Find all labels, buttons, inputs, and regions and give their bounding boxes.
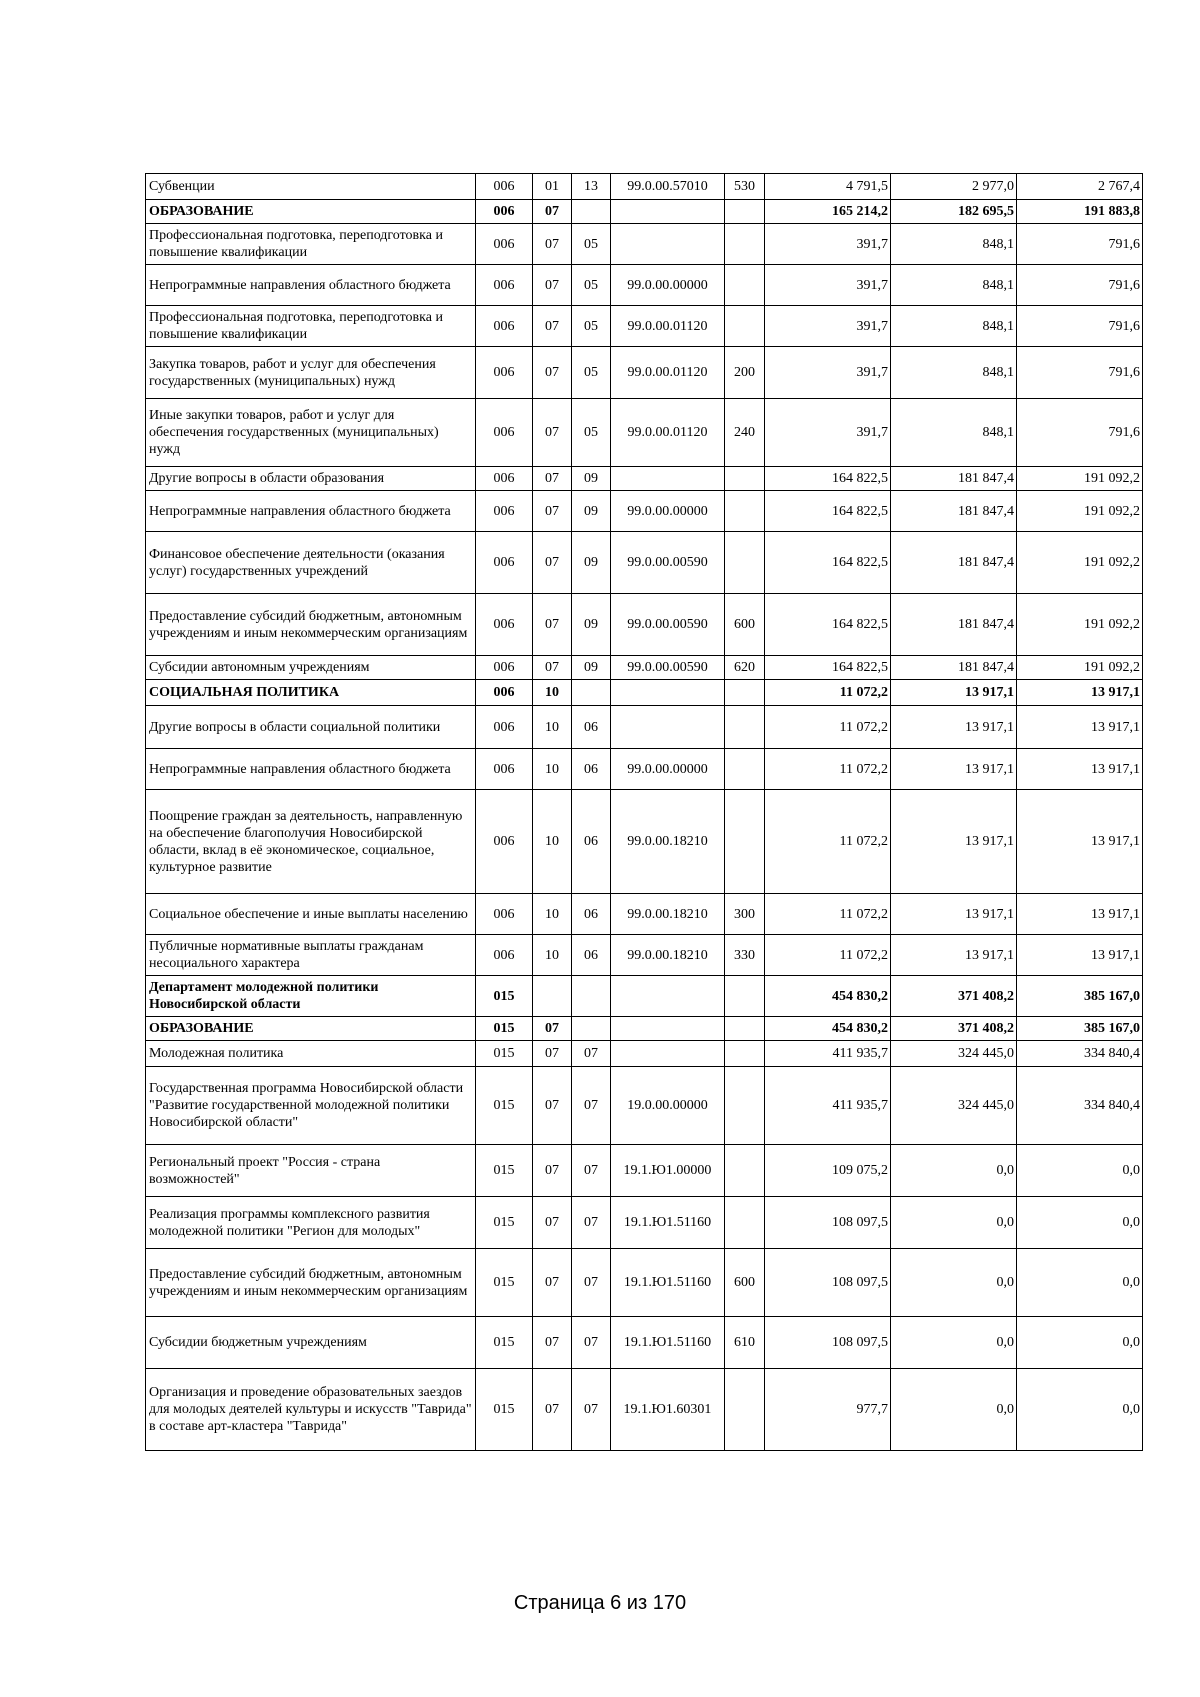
cell-amount-year-1: 454 830,2 [765, 976, 891, 1017]
table-row [146, 706, 1143, 749]
cell-amount-year-2: 181 847,4 [891, 491, 1017, 532]
cell-amount-year-1: 391,7 [765, 347, 891, 399]
cell-section-code: 07 [533, 306, 572, 347]
cell-amount-year-3: 385 167,0 [1017, 1017, 1143, 1041]
cell-section-code: 10 [533, 680, 572, 706]
cell-section-code: 07 [533, 1017, 572, 1041]
cell-target-item-code [611, 680, 725, 706]
cell-amount-year-1: 11 072,2 [765, 894, 891, 935]
cell-target-item-code: 19.1.Ю1.51160 [611, 1249, 725, 1317]
cell-expense-type-code [725, 976, 765, 1017]
cell-subsection-code: 09 [572, 594, 611, 656]
cell-amount-year-2: 181 847,4 [891, 467, 1017, 491]
cell-amount-year-1: 411 935,7 [765, 1067, 891, 1145]
cell-department-code: 006 [476, 174, 533, 200]
cell-amount-year-2: 182 695,5 [891, 200, 1017, 224]
cell-amount-year-2: 181 847,4 [891, 532, 1017, 594]
cell-item-name: Реализация программы комплексного развития молодежной политики "Регион для молодых" [146, 1197, 476, 1249]
cell-amount-year-2: 13 917,1 [891, 790, 1017, 894]
cell-amount-year-3: 0,0 [1017, 1197, 1143, 1249]
cell-amount-year-2: 13 917,1 [891, 935, 1017, 976]
cell-amount-year-1: 109 075,2 [765, 1145, 891, 1197]
cell-item-name: Поощрение граждан за деятельность, направленную на обеспечение благополучия Новосибирской области, вклад в её экономическое, социальное, культурное развитие [146, 790, 476, 894]
table-row [146, 1317, 1143, 1369]
cell-expense-type-code: 600 [725, 1249, 765, 1317]
cell-subsection-code: 05 [572, 265, 611, 306]
cell-target-item-code: 99.0.00.18210 [611, 894, 725, 935]
cell-amount-year-2: 371 408,2 [891, 1017, 1017, 1041]
table-row [146, 790, 1143, 894]
cell-amount-year-3: 2 767,4 [1017, 174, 1143, 200]
cell-item-name: ОБРАЗОВАНИЕ [146, 200, 476, 224]
cell-target-item-code [611, 467, 725, 491]
cell-item-name: Публичные нормативные выплаты гражданам несоциального характера [146, 935, 476, 976]
cell-section-code: 07 [533, 1369, 572, 1451]
cell-expense-type-code [725, 1067, 765, 1145]
cell-amount-year-1: 11 072,2 [765, 749, 891, 790]
table-row [146, 894, 1143, 935]
cell-expense-type-code [725, 680, 765, 706]
cell-amount-year-2: 0,0 [891, 1249, 1017, 1317]
cell-amount-year-3: 191 092,2 [1017, 532, 1143, 594]
cell-amount-year-2: 2 977,0 [891, 174, 1017, 200]
cell-subsection-code: 07 [572, 1067, 611, 1145]
table-row [146, 1249, 1143, 1317]
cell-expense-type-code [725, 224, 765, 265]
cell-section-code: 07 [533, 224, 572, 265]
cell-item-name: Непрограммные направления областного бюджета [146, 265, 476, 306]
cell-department-code: 006 [476, 680, 533, 706]
cell-amount-year-3: 0,0 [1017, 1249, 1143, 1317]
cell-amount-year-3: 191 883,8 [1017, 200, 1143, 224]
cell-amount-year-3: 0,0 [1017, 1317, 1143, 1369]
cell-item-name: Закупка товаров, работ и услуг для обеспечения государственных (муниципальных) нужд [146, 347, 476, 399]
cell-item-name: Субвенции [146, 174, 476, 200]
cell-amount-year-3: 791,6 [1017, 347, 1143, 399]
cell-item-name: Непрограммные направления областного бюджета [146, 491, 476, 532]
cell-target-item-code: 99.0.00.01120 [611, 399, 725, 467]
cell-section-code: 07 [533, 1067, 572, 1145]
cell-amount-year-2: 13 917,1 [891, 749, 1017, 790]
cell-section-code [533, 976, 572, 1017]
cell-item-name: Другие вопросы в области социальной политики [146, 706, 476, 749]
cell-target-item-code: 19.0.00.00000 [611, 1067, 725, 1145]
cell-section-code: 07 [533, 1249, 572, 1317]
cell-department-code: 006 [476, 594, 533, 656]
cell-amount-year-1: 164 822,5 [765, 532, 891, 594]
cell-amount-year-3: 334 840,4 [1017, 1067, 1143, 1145]
cell-amount-year-3: 191 092,2 [1017, 491, 1143, 532]
cell-subsection-code: 07 [572, 1249, 611, 1317]
cell-item-name: Молодежная политика [146, 1041, 476, 1067]
budget-table-body [146, 174, 1143, 1451]
cell-department-code: 015 [476, 1145, 533, 1197]
cell-department-code: 015 [476, 1197, 533, 1249]
cell-amount-year-1: 164 822,5 [765, 594, 891, 656]
table-row [146, 594, 1143, 656]
cell-department-code: 006 [476, 532, 533, 594]
table-row [146, 265, 1143, 306]
cell-amount-year-1: 11 072,2 [765, 790, 891, 894]
table-row [146, 656, 1143, 680]
cell-subsection-code: 07 [572, 1369, 611, 1451]
cell-expense-type-code [725, 1041, 765, 1067]
cell-amount-year-1: 108 097,5 [765, 1317, 891, 1369]
cell-subsection-code: 06 [572, 894, 611, 935]
cell-expense-type-code: 240 [725, 399, 765, 467]
cell-target-item-code: 19.1.Ю1.51160 [611, 1317, 725, 1369]
cell-subsection-code: 05 [572, 347, 611, 399]
table-row [146, 491, 1143, 532]
table-row [146, 224, 1143, 265]
table-row [146, 347, 1143, 399]
cell-amount-year-3: 13 917,1 [1017, 790, 1143, 894]
cell-amount-year-2: 13 917,1 [891, 894, 1017, 935]
cell-amount-year-1: 108 097,5 [765, 1197, 891, 1249]
cell-amount-year-2: 848,1 [891, 265, 1017, 306]
cell-section-code: 07 [533, 467, 572, 491]
cell-amount-year-1: 391,7 [765, 224, 891, 265]
cell-amount-year-2: 13 917,1 [891, 706, 1017, 749]
cell-item-name: Другие вопросы в области образования [146, 467, 476, 491]
cell-subsection-code [572, 200, 611, 224]
cell-target-item-code: 99.0.00.00000 [611, 749, 725, 790]
cell-amount-year-2: 181 847,4 [891, 656, 1017, 680]
cell-department-code: 006 [476, 706, 533, 749]
cell-amount-year-3: 385 167,0 [1017, 976, 1143, 1017]
cell-department-code: 006 [476, 224, 533, 265]
table-row [146, 174, 1143, 200]
cell-item-name: Региональный проект "Россия - страна возможностей" [146, 1145, 476, 1197]
cell-expense-type-code [725, 1145, 765, 1197]
cell-department-code: 015 [476, 1041, 533, 1067]
cell-subsection-code: 07 [572, 1145, 611, 1197]
cell-target-item-code: 99.0.00.00590 [611, 656, 725, 680]
cell-expense-type-code: 200 [725, 347, 765, 399]
cell-amount-year-2: 181 847,4 [891, 594, 1017, 656]
cell-department-code: 006 [476, 347, 533, 399]
cell-department-code: 006 [476, 491, 533, 532]
cell-section-code: 07 [533, 656, 572, 680]
cell-section-code: 01 [533, 174, 572, 200]
cell-amount-year-1: 11 072,2 [765, 706, 891, 749]
cell-department-code: 015 [476, 1067, 533, 1145]
cell-expense-type-code: 620 [725, 656, 765, 680]
cell-section-code: 07 [533, 399, 572, 467]
cell-department-code: 006 [476, 749, 533, 790]
cell-target-item-code: 99.0.00.01120 [611, 306, 725, 347]
cell-amount-year-2: 13 917,1 [891, 680, 1017, 706]
cell-amount-year-1: 165 214,2 [765, 200, 891, 224]
cell-department-code: 006 [476, 306, 533, 347]
table-row [146, 200, 1143, 224]
cell-department-code: 006 [476, 399, 533, 467]
table-row [146, 749, 1143, 790]
cell-subsection-code: 06 [572, 935, 611, 976]
cell-item-name: Иные закупки товаров, работ и услуг для обеспечения государственных (муниципальных) нужд [146, 399, 476, 467]
cell-item-name: ОБРАЗОВАНИЕ [146, 1017, 476, 1041]
cell-subsection-code: 05 [572, 306, 611, 347]
table-row [146, 1369, 1143, 1451]
cell-amount-year-1: 411 935,7 [765, 1041, 891, 1067]
cell-amount-year-1: 164 822,5 [765, 656, 891, 680]
cell-amount-year-1: 108 097,5 [765, 1249, 891, 1317]
cell-amount-year-2: 0,0 [891, 1145, 1017, 1197]
cell-subsection-code: 06 [572, 706, 611, 749]
cell-expense-type-code [725, 706, 765, 749]
cell-subsection-code: 09 [572, 467, 611, 491]
cell-amount-year-3: 13 917,1 [1017, 894, 1143, 935]
cell-subsection-code: 13 [572, 174, 611, 200]
cell-expense-type-code [725, 467, 765, 491]
table-row [146, 1017, 1143, 1041]
cell-item-name: Государственная программа Новосибирской области "Развитие государственной молодежной политики Новосибирской области" [146, 1067, 476, 1145]
cell-amount-year-1: 391,7 [765, 306, 891, 347]
cell-section-code: 07 [533, 1197, 572, 1249]
cell-amount-year-3: 0,0 [1017, 1369, 1143, 1451]
table-row [146, 467, 1143, 491]
cell-subsection-code [572, 1017, 611, 1041]
cell-target-item-code [611, 1041, 725, 1067]
cell-target-item-code [611, 224, 725, 265]
cell-subsection-code: 07 [572, 1041, 611, 1067]
cell-amount-year-2: 324 445,0 [891, 1041, 1017, 1067]
cell-department-code: 006 [476, 200, 533, 224]
cell-subsection-code: 07 [572, 1317, 611, 1369]
cell-expense-type-code [725, 1369, 765, 1451]
cell-amount-year-3: 791,6 [1017, 306, 1143, 347]
cell-department-code: 006 [476, 265, 533, 306]
cell-target-item-code: 99.0.00.00590 [611, 532, 725, 594]
table-row [146, 306, 1143, 347]
cell-department-code: 015 [476, 976, 533, 1017]
cell-target-item-code: 99.0.00.00000 [611, 265, 725, 306]
cell-target-item-code: 19.1.Ю1.00000 [611, 1145, 725, 1197]
cell-section-code: 07 [533, 1317, 572, 1369]
cell-target-item-code: 99.0.00.01120 [611, 347, 725, 399]
table-row [146, 935, 1143, 976]
cell-target-item-code [611, 706, 725, 749]
cell-subsection-code: 05 [572, 399, 611, 467]
cell-target-item-code: 99.0.00.18210 [611, 790, 725, 894]
table-row [146, 1067, 1143, 1145]
cell-expense-type-code: 600 [725, 594, 765, 656]
cell-department-code: 006 [476, 935, 533, 976]
cell-item-name: Финансовое обеспечение деятельности (оказания услуг) государственных учреждений [146, 532, 476, 594]
cell-amount-year-1: 11 072,2 [765, 935, 891, 976]
cell-expense-type-code [725, 532, 765, 594]
table-row [146, 680, 1143, 706]
cell-amount-year-3: 191 092,2 [1017, 467, 1143, 491]
cell-amount-year-1: 454 830,2 [765, 1017, 891, 1041]
cell-amount-year-2: 0,0 [891, 1317, 1017, 1369]
cell-section-code: 07 [533, 265, 572, 306]
cell-department-code: 015 [476, 1369, 533, 1451]
cell-department-code: 006 [476, 790, 533, 894]
cell-amount-year-2: 848,1 [891, 306, 1017, 347]
cell-expense-type-code [725, 306, 765, 347]
cell-amount-year-3: 13 917,1 [1017, 749, 1143, 790]
cell-subsection-code: 09 [572, 491, 611, 532]
cell-item-name: Предоставление субсидий бюджетным, автономным учреждениям и иным некоммерческим организациям [146, 1249, 476, 1317]
cell-department-code: 015 [476, 1017, 533, 1041]
cell-target-item-code: 19.1.Ю1.51160 [611, 1197, 725, 1249]
cell-amount-year-1: 391,7 [765, 399, 891, 467]
cell-expense-type-code: 530 [725, 174, 765, 200]
cell-amount-year-1: 4 791,5 [765, 174, 891, 200]
cell-amount-year-3: 791,6 [1017, 265, 1143, 306]
cell-amount-year-2: 371 408,2 [891, 976, 1017, 1017]
cell-amount-year-3: 13 917,1 [1017, 935, 1143, 976]
cell-subsection-code: 07 [572, 1197, 611, 1249]
table-row [146, 399, 1143, 467]
cell-subsection-code: 09 [572, 532, 611, 594]
cell-item-name: Социальное обеспечение и иные выплаты населению [146, 894, 476, 935]
cell-section-code: 07 [533, 347, 572, 399]
cell-section-code: 07 [533, 491, 572, 532]
cell-department-code: 006 [476, 467, 533, 491]
cell-expense-type-code [725, 491, 765, 532]
cell-expense-type-code [725, 749, 765, 790]
cell-amount-year-3: 191 092,2 [1017, 594, 1143, 656]
budget-table [145, 173, 1143, 1451]
table-row [146, 1041, 1143, 1067]
cell-target-item-code [611, 976, 725, 1017]
cell-amount-year-1: 977,7 [765, 1369, 891, 1451]
cell-expense-type-code [725, 1197, 765, 1249]
cell-subsection-code [572, 680, 611, 706]
cell-section-code: 10 [533, 749, 572, 790]
cell-department-code: 006 [476, 894, 533, 935]
cell-item-name: Непрограммные направления областного бюджета [146, 749, 476, 790]
cell-amount-year-2: 848,1 [891, 224, 1017, 265]
cell-section-code: 07 [533, 1041, 572, 1067]
cell-item-name: Профессиональная подготовка, переподготовка и повышение квалификации [146, 224, 476, 265]
cell-item-name: Субсидии автономным учреждениям [146, 656, 476, 680]
cell-amount-year-2: 0,0 [891, 1197, 1017, 1249]
cell-section-code: 07 [533, 532, 572, 594]
cell-amount-year-3: 791,6 [1017, 399, 1143, 467]
cell-target-item-code [611, 200, 725, 224]
cell-amount-year-1: 164 822,5 [765, 467, 891, 491]
cell-amount-year-1: 11 072,2 [765, 680, 891, 706]
cell-department-code: 015 [476, 1249, 533, 1317]
table-row [146, 1197, 1143, 1249]
cell-section-code: 10 [533, 894, 572, 935]
cell-section-code: 07 [533, 200, 572, 224]
cell-subsection-code: 09 [572, 656, 611, 680]
cell-amount-year-2: 848,1 [891, 399, 1017, 467]
cell-item-name: Предоставление субсидий бюджетным, автономным учреждениям и иным некоммерческим организациям [146, 594, 476, 656]
cell-expense-type-code: 300 [725, 894, 765, 935]
cell-section-code: 10 [533, 935, 572, 976]
cell-department-code: 006 [476, 656, 533, 680]
cell-amount-year-3: 13 917,1 [1017, 680, 1143, 706]
table-row [146, 976, 1143, 1017]
cell-expense-type-code: 610 [725, 1317, 765, 1369]
table-row [146, 1145, 1143, 1197]
cell-target-item-code: 99.0.00.00000 [611, 491, 725, 532]
page-number: Страница 6 из 170 [513, 1592, 687, 1614]
cell-amount-year-3: 0,0 [1017, 1145, 1143, 1197]
cell-target-item-code [611, 1017, 725, 1041]
cell-amount-year-3: 191 092,2 [1017, 656, 1143, 680]
cell-section-code: 07 [533, 594, 572, 656]
cell-target-item-code: 19.1.Ю1.60301 [611, 1369, 725, 1451]
cell-amount-year-2: 848,1 [891, 347, 1017, 399]
cell-amount-year-1: 164 822,5 [765, 491, 891, 532]
cell-amount-year-2: 324 445,0 [891, 1067, 1017, 1145]
cell-expense-type-code [725, 790, 765, 894]
cell-subsection-code: 06 [572, 790, 611, 894]
cell-amount-year-1: 391,7 [765, 265, 891, 306]
table-row [146, 532, 1143, 594]
cell-section-code: 10 [533, 706, 572, 749]
cell-amount-year-3: 13 917,1 [1017, 706, 1143, 749]
cell-amount-year-3: 334 840,4 [1017, 1041, 1143, 1067]
cell-department-code: 015 [476, 1317, 533, 1369]
cell-item-name: Департамент молодежной политики Новосибирской области [146, 976, 476, 1017]
cell-item-name: Организация и проведение образовательных заездов для молодых деятелей культуры и искусств "Таврида" в составе арт-кластера "Таврида" [146, 1369, 476, 1451]
cell-target-item-code: 99.0.00.00590 [611, 594, 725, 656]
cell-item-name: Субсидии бюджетным учреждениям [146, 1317, 476, 1369]
cell-subsection-code: 05 [572, 224, 611, 265]
cell-amount-year-3: 791,6 [1017, 224, 1143, 265]
cell-expense-type-code [725, 265, 765, 306]
cell-subsection-code: 06 [572, 749, 611, 790]
cell-section-code: 10 [533, 790, 572, 894]
cell-target-item-code: 99.0.00.57010 [611, 174, 725, 200]
cell-expense-type-code: 330 [725, 935, 765, 976]
cell-expense-type-code [725, 1017, 765, 1041]
cell-target-item-code: 99.0.00.18210 [611, 935, 725, 976]
cell-expense-type-code [725, 200, 765, 224]
cell-section-code: 07 [533, 1145, 572, 1197]
cell-amount-year-2: 0,0 [891, 1369, 1017, 1451]
cell-item-name: Профессиональная подготовка, переподготовка и повышение квалификации [146, 306, 476, 347]
cell-subsection-code [572, 976, 611, 1017]
cell-item-name: СОЦИАЛЬНАЯ ПОЛИТИКА [146, 680, 476, 706]
